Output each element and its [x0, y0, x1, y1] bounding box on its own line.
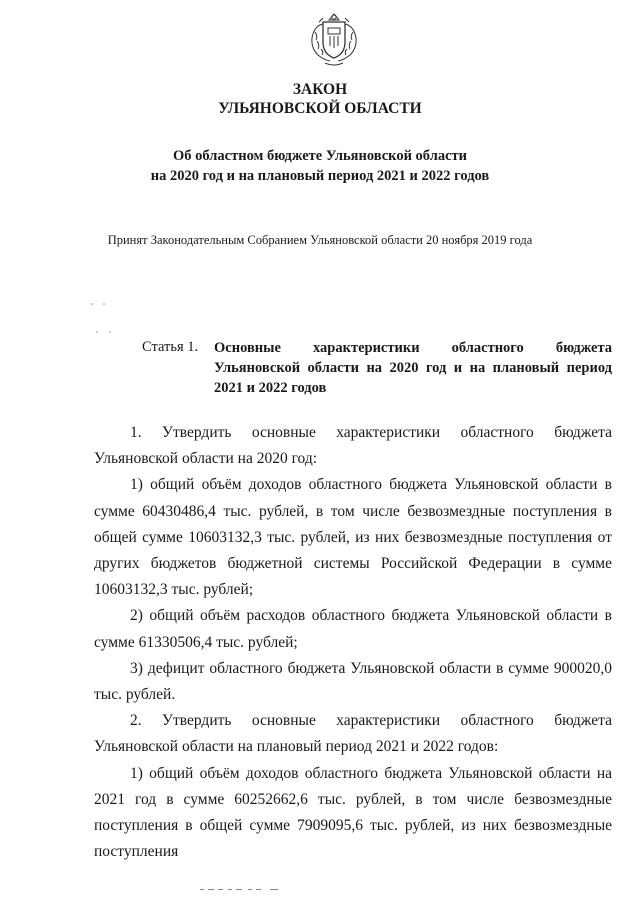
law-subtitle-line2: на 2020 год и на плановый период 2021 и 2022 годов	[150, 168, 490, 184]
paragraph: 2) общий объём расходов областного бюджета Ульяновской области в сумме 61330506,4 тыс. рублей;	[94, 607, 612, 651]
law-subtitle	[0, 146, 640, 186]
law-subtitle-line1: Об областном бюджете Ульяновской области	[172, 148, 467, 164]
paragraph: 1) общий объём доходов областного бюджета Ульяновской области в сумме 60430486,4 тыс. рублей, в том числе безвозмездные поступления в общей сумме 10603132,3 тыс. рублей, из них безвозмездные поступления от других бюджетов бюджетной системы Российской Федерации в сумме 10603132,3 тыс. рублей;	[94, 476, 612, 599]
paragraph: 2. Утвердить основные характеристики областного бюджета Ульяновской области на плановый период 2021 и 2022 годов:	[94, 712, 612, 756]
paragraph: 1) общий объём доходов областного бюджета Ульяновской области на 2021 год в сумме 60252662,6 тыс. рублей, в том числе безвозмездные поступления в общей сумме 7909095,6 тыс. рублей, из них безвозмездные поступления	[94, 764, 612, 861]
article-title: Основные характеристики областного бюджета Ульяновской области на 2020 год и на плановый период 2021 и 2022 годов	[214, 340, 612, 396]
law-title	[0, 80, 640, 118]
ulyanovsk-coat-of-arms-icon	[303, 8, 365, 70]
article-label: Статья 1.	[142, 339, 199, 355]
law-title-line2: УЛЬЯНОВСКОЙ ОБЛАСТИ	[218, 100, 422, 117]
paragraph: 1. Утвердить основные характеристики областного бюджета Ульяновской области на 2020 год:	[94, 424, 612, 468]
law-title-line1: ЗАКОН	[292, 81, 348, 98]
law-body	[94, 420, 612, 865]
paragraph: 3) дефицит областного бюджета Ульяновской области в сумме 900020,0 тыс. рублей.	[94, 659, 612, 704]
adoption-note: Принят Законодательным Собранием Ульяновской области 20 ноября 2019 года	[107, 233, 533, 247]
